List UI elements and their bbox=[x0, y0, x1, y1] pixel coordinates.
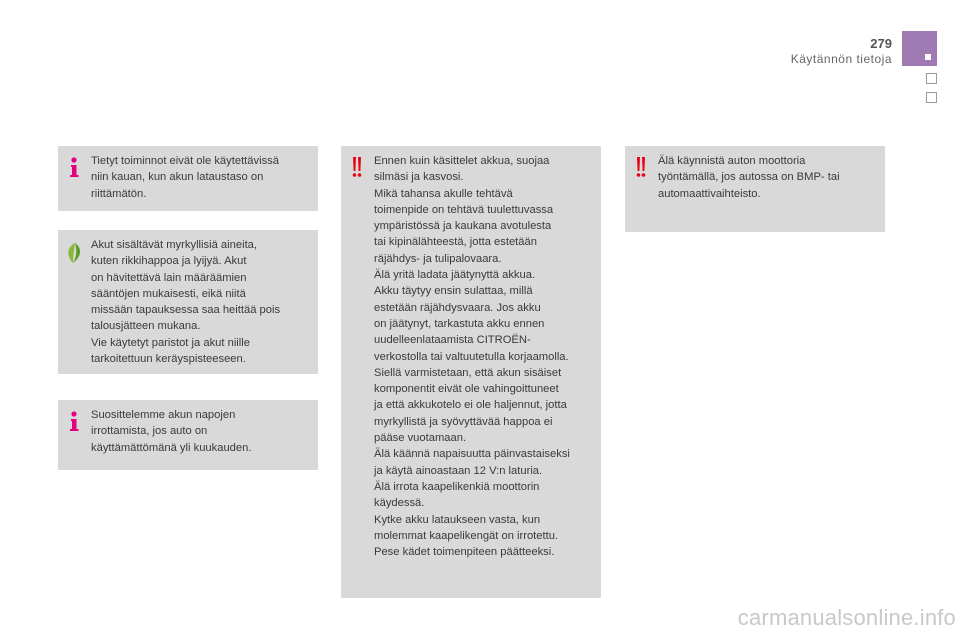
warning-icon bbox=[347, 156, 367, 178]
environment-note-text: Akut sisältävät myrkyllisiä aineita, kuten rikkihappoa ja lyijyä. Akut on hävitettävä lain määräämien sääntöjen mukaisesti, eikä niitä missään tapauksessa saa heittää pois talousjätteen mukana. Vie käytetyt paristot ja akut niille tarkoitettuun keräyspisteeseen. bbox=[91, 239, 281, 366]
warning-note-box bbox=[341, 146, 601, 598]
leaf-icon bbox=[64, 242, 84, 264]
info-note-text: Suosittelemme akun napojen irrottamista, jos auto on käyttämättömänä yli kuukauden. bbox=[91, 409, 252, 454]
info-note-text: Tietyt toiminnot eivät ole käytettävissä niin kauan, kun akun lataustaso on riittämätön. bbox=[91, 155, 279, 200]
warning-note-box bbox=[625, 146, 885, 232]
info-icon bbox=[64, 410, 84, 432]
warning-note-text: Ennen kuin käsittelet akkua, suojaa silmäsi ja kasvosi. Mikä tahansa akulle tehtävä toimenpide on tehtävä tuulettuvassa ympäristössä ja kaukana avotulesta tai kipinälähteestä, jotta estetään räjähdys- ja tulipalovaara. Älä yritä ladata jäätynyttä akkua. Akku täytyy ensin sulattaa, millä estetään räjähdysvaara. Jos akku on jäätynyt, tarkastuta akku ennen uudelleenlataamista CITROËN- verkostolla tai valtuutetulla korjaamolla. Siellä varmistetaan, että akun sisäiset komponentit eivät ole vahingoittuneet ja että akkukotelo ei ole haljennut, jotta myrkyllistä ja syövyttävää happoa ei pääse vuotamaan. Älä käännä napaisuutta päinvastaiseksi ja käytä ainoastaan 12 V:n laturia. Älä irrota kaapelikenkiä moottorin käydessä. Kytke akku lataukseen vasta, kun molemmat kaapelikengät on irrotettu. Pese kädet toimenpiteen päätteeksi. bbox=[374, 155, 570, 559]
section-tab[interactable] bbox=[926, 92, 937, 103]
tab-marker-icon bbox=[925, 54, 931, 60]
info-note-box bbox=[58, 146, 318, 211]
section-tab[interactable] bbox=[926, 73, 937, 84]
section-tab-active[interactable] bbox=[902, 31, 937, 66]
info-note-box bbox=[58, 400, 318, 470]
warning-icon bbox=[631, 156, 651, 178]
environment-note-box bbox=[58, 230, 318, 374]
info-icon bbox=[64, 156, 84, 178]
page-number: 279 bbox=[870, 36, 892, 51]
warning-note-text: Älä käynnistä auton moottoria työntämällä, jos autossa on BMP- tai automaattivaihteisto. bbox=[658, 155, 840, 200]
section-title: Käytännön tietoja bbox=[790, 52, 892, 66]
watermark: carmanualsonline.info bbox=[737, 605, 956, 630]
